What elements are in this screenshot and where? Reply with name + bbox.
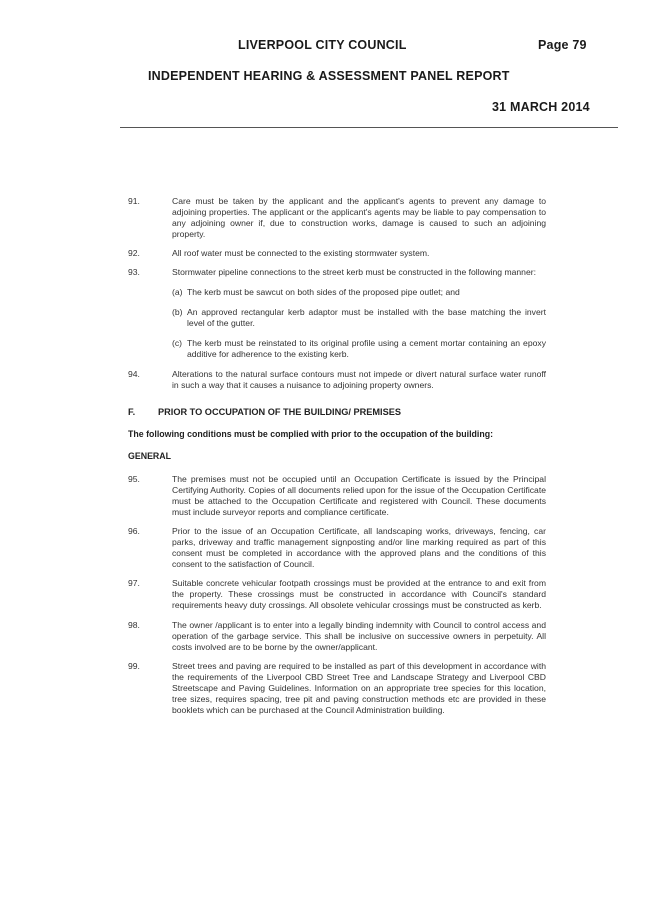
sub-item-text: An approved rectangular kerb adaptor must be installed with the base matching the invert level of the gutter. xyxy=(187,306,546,328)
condition-number: 99. xyxy=(128,660,140,671)
sub-item xyxy=(172,338,546,360)
condition-item xyxy=(128,267,546,278)
report-date: 31 MARCH 2014 xyxy=(492,100,590,114)
condition-number: 93. xyxy=(128,267,140,278)
section-intro: The following conditions must be complied with prior to the occupation of the building: xyxy=(128,429,494,440)
condition-number: 95. xyxy=(128,473,140,484)
condition-text: Prior to the issue of an Occupation Certificate, all landscaping works, driveways, fencing, car parks, driveway and traffic management signposting and/or line marking required as part of this consent must be completed in accordance with the approved plans and the conditions of this consent to the satisfaction of Council. xyxy=(172,525,546,570)
condition-item xyxy=(128,196,546,240)
condition-text: Suitable concrete vehicular footpath crossings must be provided at the entrance to and exit from the property. These crossings must be constructed in accordance with Council's standard requirements heavy duty crossings. All obsolete vehicular crossings must be constructed as kerb. xyxy=(172,578,546,611)
condition-number: 92. xyxy=(128,248,140,259)
sub-item-label: (a) xyxy=(172,286,183,297)
page-number: Page 79 xyxy=(538,38,587,52)
sub-item xyxy=(172,287,546,298)
condition-number: 97. xyxy=(128,578,140,589)
condition-text: Alterations to the natural surface contours must not impede or divert natural surface water runoff in such a way that it causes a nuisance to adjoining property owners. xyxy=(172,369,546,391)
header-divider xyxy=(120,127,618,128)
condition-text: All roof water must be connected to the existing stormwater system. xyxy=(172,248,430,259)
section-letter: F. xyxy=(128,407,136,418)
condition-item xyxy=(128,661,546,716)
condition-number: 94. xyxy=(128,369,140,380)
condition-number: 91. xyxy=(128,196,140,206)
sub-item-text: The kerb must be sawcut on both sides of the proposed pipe outlet; and xyxy=(187,286,460,297)
condition-item xyxy=(128,248,546,259)
sub-item-text: The kerb must be reinstated to its original profile using a cement mortar containing an epoxy additive for adherence to the existing kerb. xyxy=(187,337,546,359)
sub-item-label: (c) xyxy=(172,337,183,348)
report-title: INDEPENDENT HEARING & ASSESSMENT PANEL REPORT xyxy=(148,69,510,83)
sub-item xyxy=(172,307,546,329)
condition-number: 96. xyxy=(128,525,140,536)
section-subheading: GENERAL xyxy=(128,451,172,462)
conditions-body xyxy=(128,196,546,724)
condition-item xyxy=(128,620,546,653)
condition-text: Care must be taken by the applicant and the applicant's agents to prevent any damage to adjoining properties. The applicant or the applicant's agents may be liable to pay compensation to any adjoining owner if, due to construction works, damage is caused to such an adjoining property. xyxy=(172,196,546,240)
condition-item xyxy=(128,526,546,570)
section-title: PRIOR TO OCCUPATION OF THE BUILDING/ PREMISES xyxy=(158,407,401,418)
condition-text: Stormwater pipeline connections to the street kerb must be constructed in the following manner: xyxy=(172,267,536,278)
condition-item xyxy=(128,474,546,518)
condition-text: The premises must not be occupied until an Occupation Certificate is issued by the Principal Certifying Authority. Copies of all documents relied upon for the issue of the Occupation Certificate must be attached to the Occupation Certificate and registered with Council. These documents must include surveyor reports and compliance certificate. xyxy=(172,473,546,517)
council-name: LIVERPOOL CITY COUNCIL xyxy=(238,38,407,52)
condition-number: 98. xyxy=(128,619,140,630)
section-heading xyxy=(128,407,546,418)
condition-text: The owner /applicant is to enter into a legally binding indemnity with Council to control access and operation of the garbage service. This shall be inclusive on successive owners in perpetuity. All costs involved are to be borne by the owner/applicant. xyxy=(172,619,546,652)
sub-item-label: (b) xyxy=(172,306,183,317)
condition-item xyxy=(128,578,546,611)
condition-text: Street trees and paving are required to be installed as part of this development in accordance with the requirements of the Liverpool CBD Street Tree and Landscape Strategy and Liverpool CBD Streetscape and Paving Guidelines. Information on an appropriate tree species for this location, tree sizes, requires spacing, tree pit and paving construction methods etc are provided in these booklets which can be purchased at the Council Administration building. xyxy=(172,660,546,716)
condition-item xyxy=(128,369,546,391)
